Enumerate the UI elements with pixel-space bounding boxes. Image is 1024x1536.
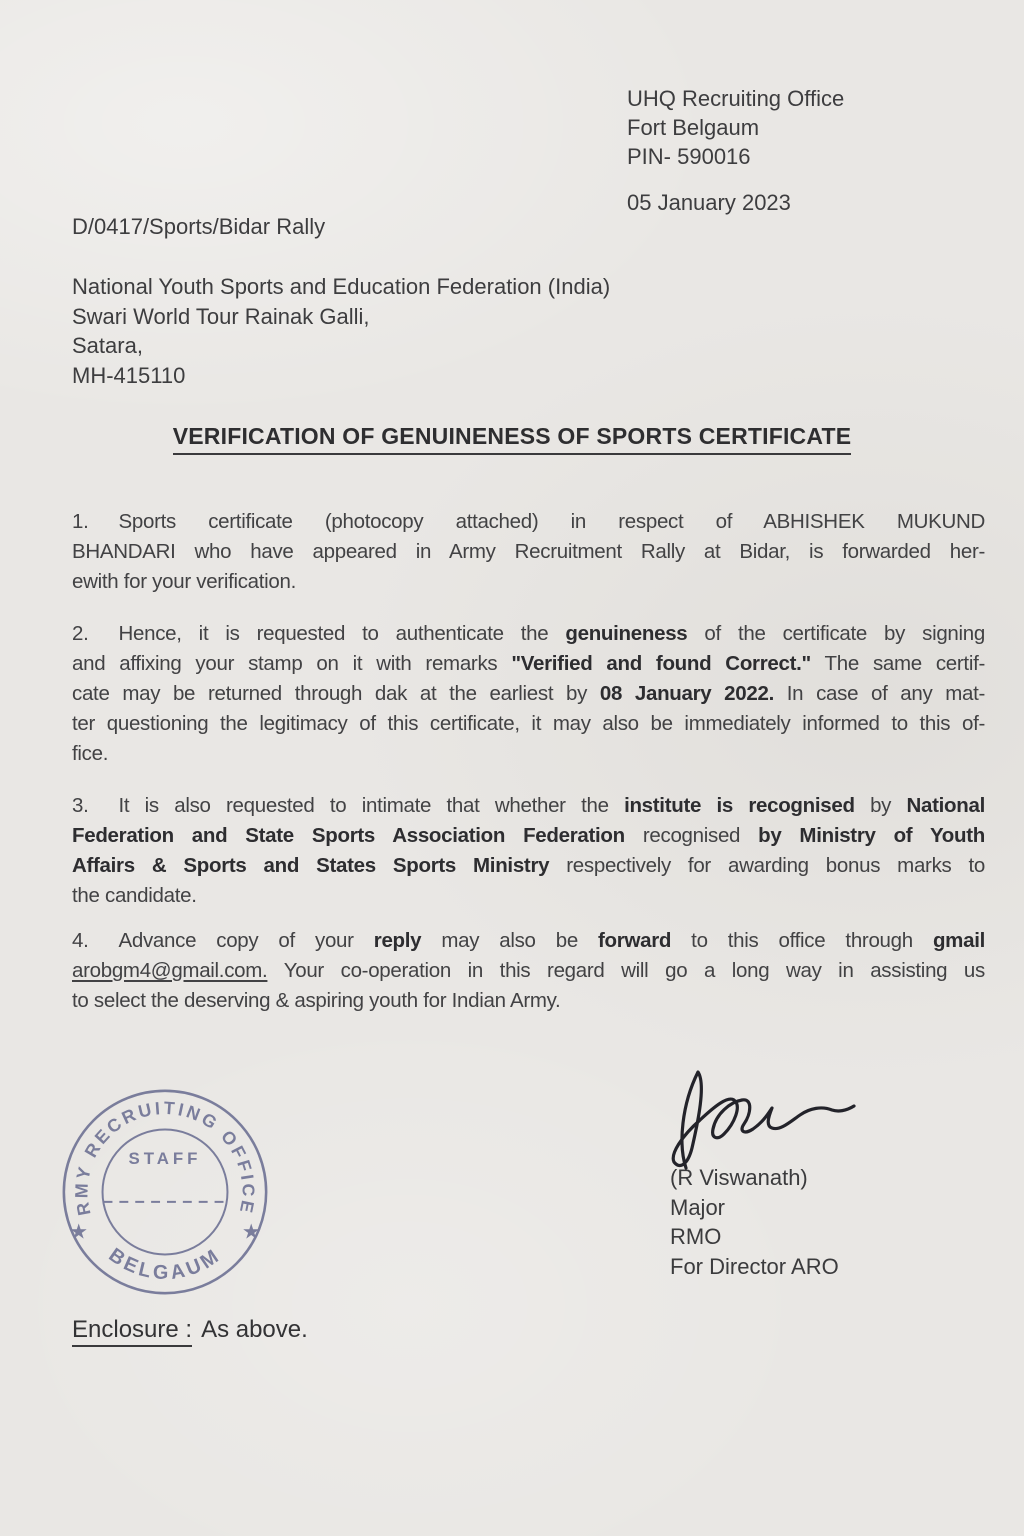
paragraph-line: 1. Sports certificate (photocopy attached) in respect of ABHISHEK MUKUND (72, 510, 985, 533)
subject-title-row (0, 423, 1024, 455)
paragraph-line: cate may be returned through dak at the earliest by 08 January 2022. In case of any mat- (72, 682, 986, 705)
letter-date: 05 January 2023 (627, 190, 791, 215)
paragraph-line: BHANDARI who have appeared in Army Recruitment Rally at Bidar, is forwarded her- (72, 540, 985, 563)
stamp-star-right-icon: ★ (241, 1220, 261, 1244)
stamp-bottom-arc-text: BELGAUM (104, 1243, 226, 1285)
paragraph-1 (72, 507, 985, 597)
paragraph-line: the candidate. (72, 884, 197, 907)
paragraph-line: ter questioning the legitimacy of this certificate, it may also be immediately informed to this of- (72, 712, 985, 735)
signatory-for-line: For Director ARO (670, 1253, 839, 1279)
enclosure-line (72, 1316, 308, 1344)
recipient-line: MH-415110 (72, 362, 186, 388)
paragraph-line: fice. (72, 742, 109, 765)
stamp-arc-text: RMY RECRUITING OFFICE (71, 1097, 259, 1218)
paragraph-line: and affixing your stamp on it with remarks "Verified and found Correct." The same certif- (72, 652, 985, 675)
sender-location-line: Fort Belgaum (627, 115, 760, 140)
signatory-rank: Major (670, 1194, 726, 1220)
reference-number: D/0417/Sports/Bidar Rally (72, 214, 326, 239)
paragraph-4 (72, 926, 985, 1016)
sender-office-line: UHQ Recruiting Office (627, 86, 845, 111)
recipient-line: National Youth Sports and Education Federation (India) (72, 274, 611, 299)
enclosure-value: As above. (201, 1316, 308, 1343)
sender-address-block (627, 84, 844, 171)
signatory-appointment: RMO (670, 1224, 722, 1249)
recipient-line: Satara, (72, 333, 143, 358)
signature-block (670, 1163, 839, 1281)
sender-pin-line: PIN- 590016 (627, 144, 751, 169)
paragraph-line: 4. Advance copy of your reply may also be forward to this office through gmail (72, 929, 985, 952)
paragraph-line: ewith for your verification. (72, 570, 297, 593)
paragraph-line: arobgm4@gmail.com. Your co-operation in this regard will go a long way in assisting us (72, 959, 985, 982)
paragraph-line: 2. Hence, it is requested to authenticate the genuineness of the certificate by signing (72, 622, 985, 645)
signature-scribble (648, 1060, 898, 1175)
paragraph-3 (72, 791, 985, 911)
subject-title: VERIFICATION OF GENUINENESS OF SPORTS CERTIFICATE (173, 423, 852, 455)
paragraph-line: Federation and State Sports Association Federation recognised by Ministry of Youth (72, 824, 985, 847)
stamp-star-left-icon: ★ (69, 1220, 89, 1244)
paragraph-line: 3. It is also requested to intimate that whether the institute is recognised by National (72, 794, 985, 817)
recipient-line: Swari World Tour Rainak Galli, (72, 303, 370, 329)
paragraph-line: Affairs & Sports and States Sports Ministry respectively for awarding bonus marks to (72, 854, 986, 877)
paragraph-line: to select the deserving & aspiring youth for Indian Army. (72, 989, 561, 1012)
recipient-address-block (72, 272, 610, 390)
signatory-name: (R Viswanath) (670, 1165, 808, 1190)
paragraph-2 (72, 619, 985, 769)
enclosure-label: Enclosure : (72, 1316, 192, 1347)
office-round-stamp (46, 1073, 284, 1311)
stamp-staff-text: STAFF (128, 1149, 202, 1169)
